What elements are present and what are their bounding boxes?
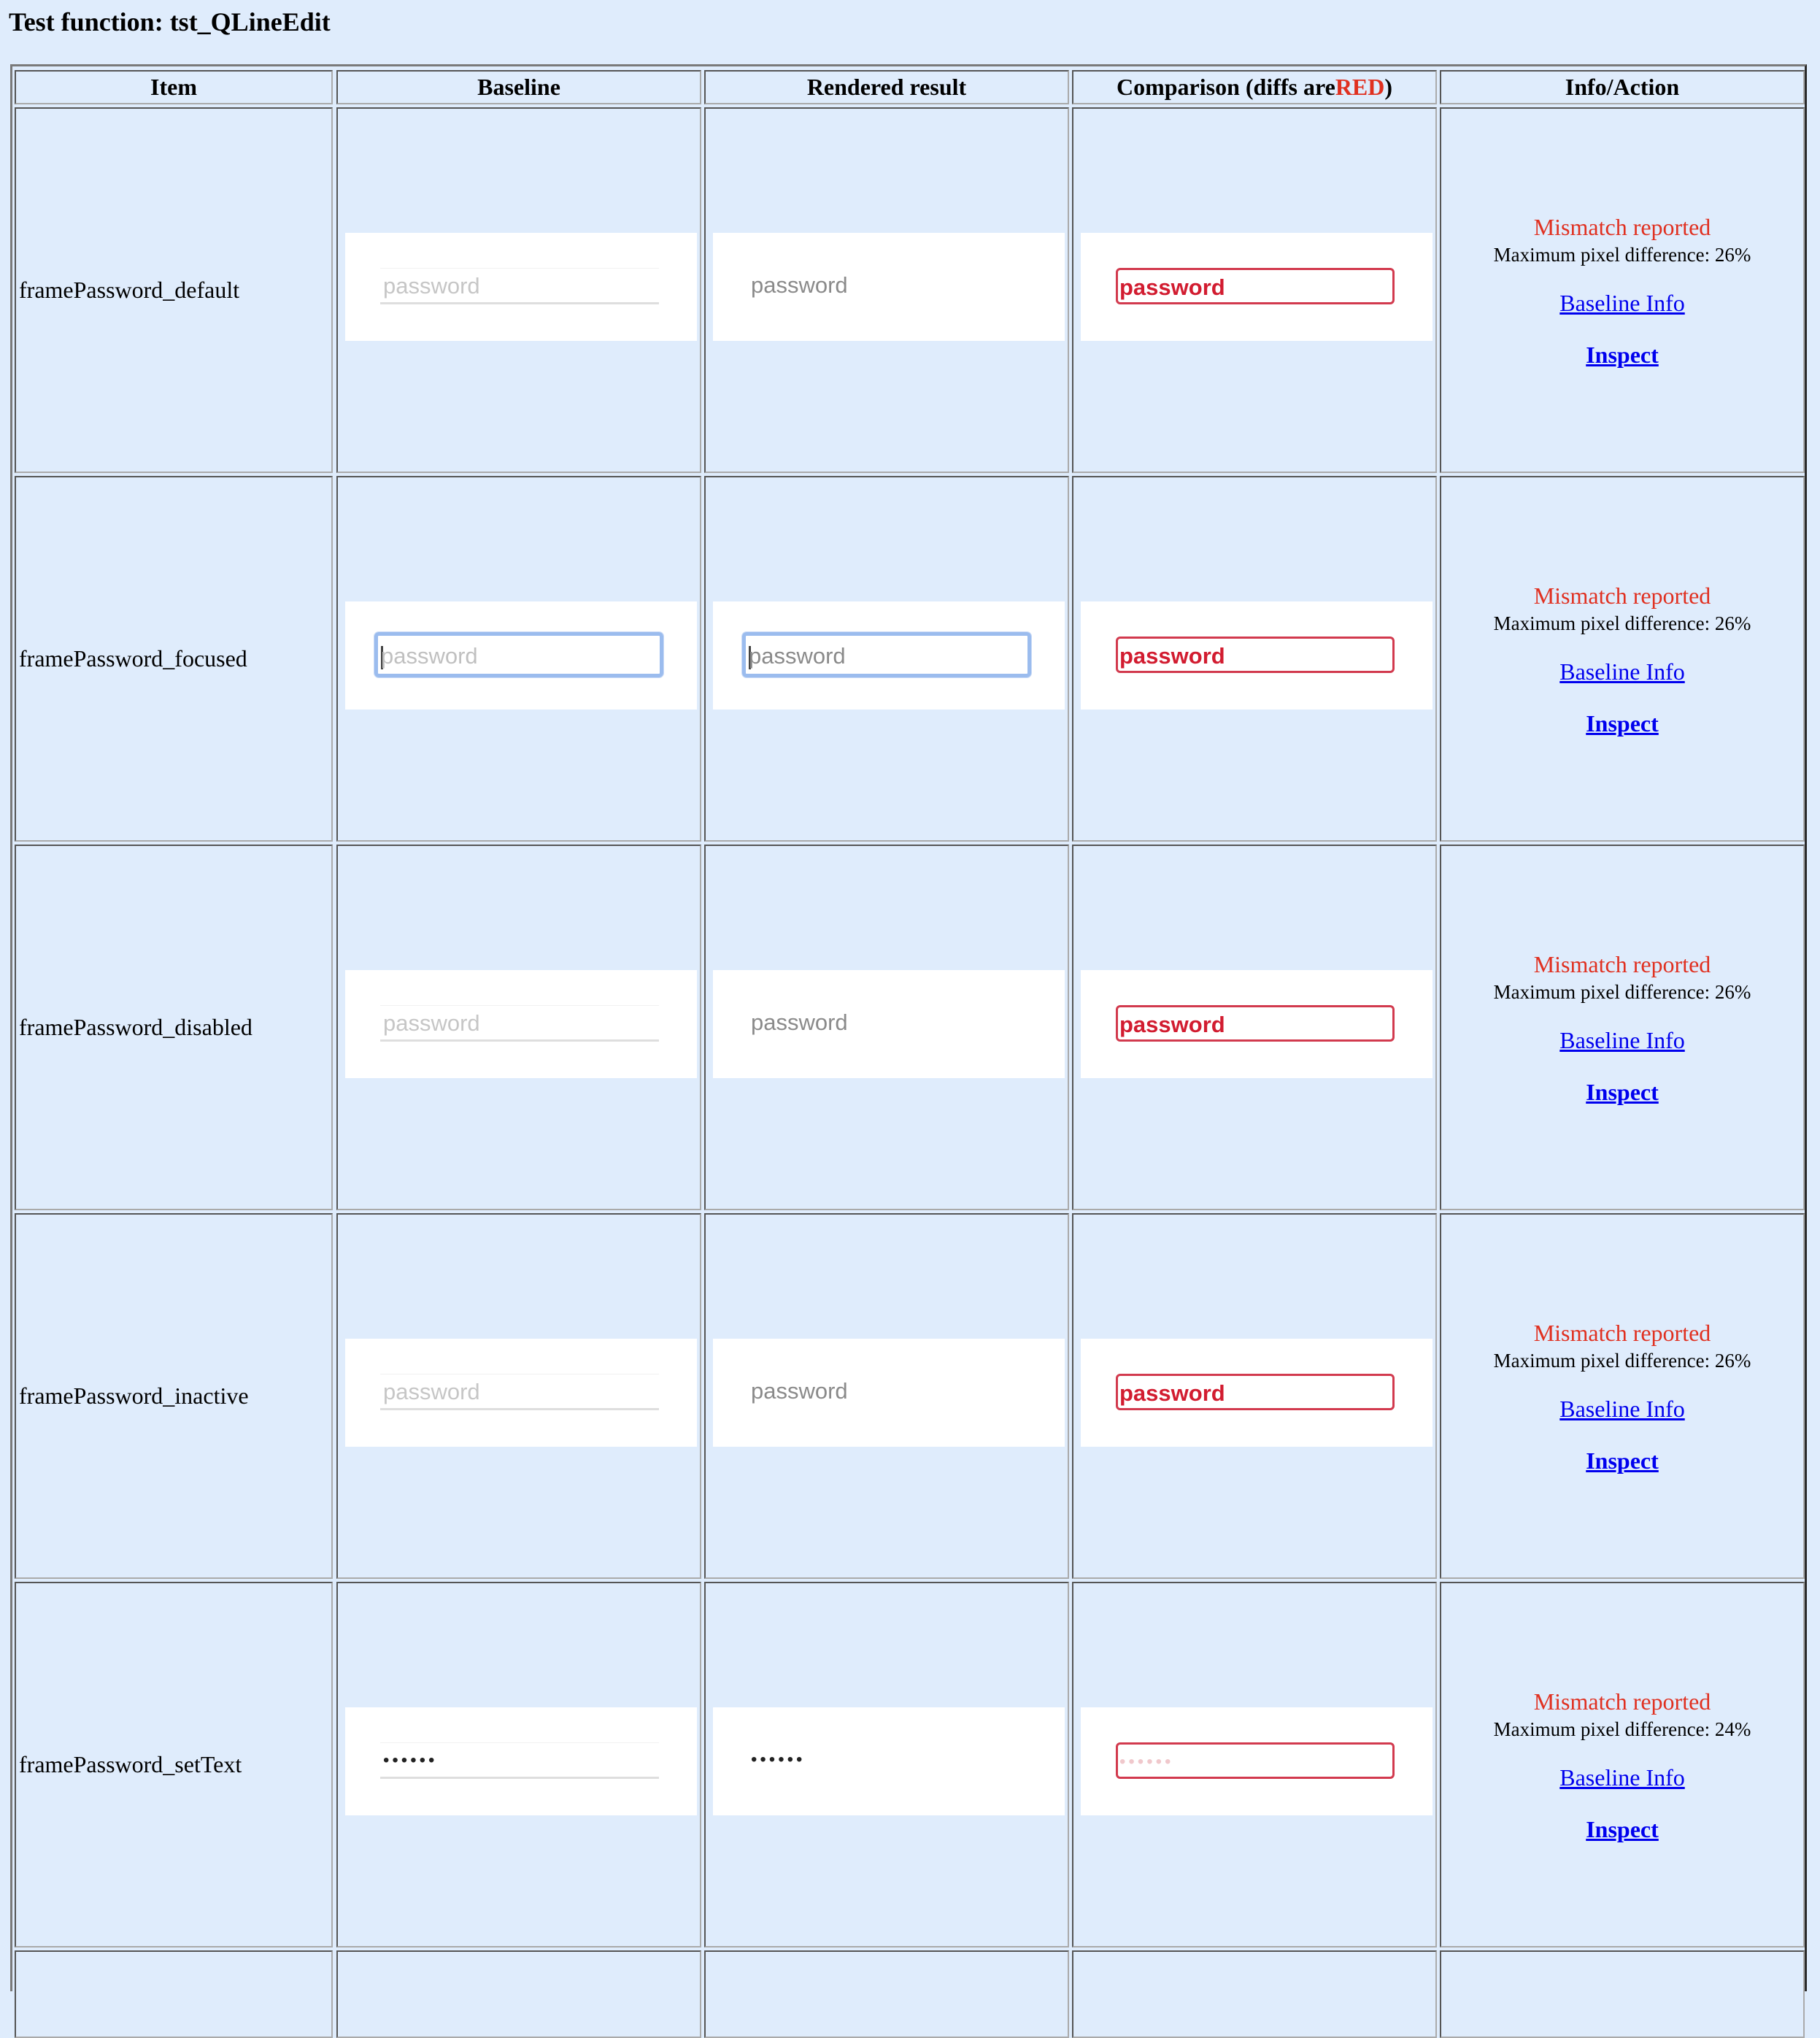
mismatch-status: Mismatch reported bbox=[1533, 582, 1711, 609]
baseline-info-link[interactable]: Baseline Info bbox=[1559, 1395, 1685, 1422]
password-field-diff: •••••• bbox=[1116, 1742, 1395, 1779]
comparison-image bbox=[1081, 1339, 1433, 1447]
rendered-image bbox=[713, 970, 1065, 1078]
comparison-cell bbox=[1072, 1213, 1437, 1579]
table-row-item-partial bbox=[15, 1950, 333, 2038]
mismatch-status: Mismatch reported bbox=[1533, 950, 1711, 977]
mismatch-status: Mismatch reported bbox=[1533, 213, 1711, 240]
results-table bbox=[10, 64, 1807, 1991]
max-pixel-difference: Maximum pixel difference: 24% bbox=[1493, 1718, 1751, 1740]
inspect-link[interactable]: Inspect bbox=[1586, 1447, 1659, 1474]
rendered-cell bbox=[704, 1582, 1069, 1947]
inspect-link[interactable]: Inspect bbox=[1586, 1815, 1659, 1842]
header-comparison: Comparison (diffs are RED ) bbox=[1072, 70, 1437, 104]
baseline-image bbox=[345, 1339, 697, 1447]
password-field-diff: password bbox=[1116, 268, 1395, 304]
baseline-image bbox=[345, 233, 697, 341]
password-field: password bbox=[380, 268, 659, 304]
comparison-cell bbox=[1072, 845, 1437, 1210]
comparison-cell bbox=[1072, 1582, 1437, 1947]
header-rendered-result: Rendered result bbox=[704, 70, 1069, 104]
header-baseline: Baseline bbox=[336, 70, 701, 104]
baseline-info-link[interactable]: Baseline Info bbox=[1559, 289, 1685, 316]
baseline-image bbox=[345, 1707, 697, 1815]
info-action-cell-partial bbox=[1440, 1950, 1805, 2038]
item-name: framePassword_focused bbox=[19, 645, 247, 672]
rendered-image bbox=[713, 601, 1065, 710]
baseline-info-link[interactable]: Baseline Info bbox=[1559, 1026, 1685, 1053]
password-field: password bbox=[380, 1374, 659, 1410]
rendered-cell bbox=[704, 1213, 1069, 1579]
comparison-image bbox=[1081, 601, 1433, 710]
password-field: password bbox=[751, 1010, 848, 1035]
header-comparison-red: RED bbox=[1335, 74, 1385, 100]
table-row-item bbox=[15, 476, 333, 842]
baseline-cell bbox=[336, 845, 701, 1210]
inspect-link[interactable]: Inspect bbox=[1586, 1078, 1659, 1105]
mismatch-status: Mismatch reported bbox=[1533, 1319, 1711, 1346]
baseline-info-link[interactable]: Baseline Info bbox=[1559, 658, 1685, 685]
password-field: password bbox=[751, 1378, 848, 1404]
max-pixel-difference: Maximum pixel difference: 26% bbox=[1493, 980, 1751, 1003]
comparison-image bbox=[1081, 1707, 1433, 1815]
password-field-focused: password bbox=[374, 632, 663, 677]
baseline-cell bbox=[336, 476, 701, 842]
rendered-image bbox=[713, 1339, 1065, 1447]
info-action-cell bbox=[1440, 1213, 1805, 1579]
comparison-cell bbox=[1072, 107, 1437, 473]
comparison-image bbox=[1081, 970, 1433, 1078]
info-action-cell bbox=[1440, 845, 1805, 1210]
inspect-link[interactable]: Inspect bbox=[1586, 710, 1659, 737]
rendered-cell bbox=[704, 476, 1069, 842]
rendered-cell-partial bbox=[704, 1950, 1069, 2038]
mismatch-status: Mismatch reported bbox=[1533, 1688, 1711, 1715]
page-title: Test function: tst_QLineEdit bbox=[9, 7, 331, 36]
password-field-masked: •••••• bbox=[380, 1742, 659, 1779]
header-item: Item bbox=[15, 70, 333, 104]
table-row-item bbox=[15, 1213, 333, 1579]
baseline-cell bbox=[336, 1582, 701, 1947]
max-pixel-difference: Maximum pixel difference: 26% bbox=[1493, 612, 1751, 634]
rendered-cell bbox=[704, 845, 1069, 1210]
item-name: framePassword_default bbox=[19, 277, 240, 303]
password-field-masked: •••••• bbox=[751, 1750, 806, 1769]
baseline-image bbox=[345, 601, 697, 710]
header-info-action: Info/Action bbox=[1440, 70, 1805, 104]
info-action-cell bbox=[1440, 107, 1805, 473]
rendered-cell bbox=[704, 107, 1069, 473]
info-action-cell bbox=[1440, 476, 1805, 842]
table-row-item bbox=[15, 1582, 333, 1947]
max-pixel-difference: Maximum pixel difference: 26% bbox=[1493, 1349, 1751, 1372]
item-name: framePassword_disabled bbox=[19, 1014, 252, 1040]
password-field-diff: password bbox=[1116, 1374, 1395, 1410]
comparison-cell-partial bbox=[1072, 1950, 1437, 2038]
item-name: framePassword_setText bbox=[19, 1751, 242, 1777]
item-name: framePassword_inactive bbox=[19, 1383, 249, 1409]
inspect-link[interactable]: Inspect bbox=[1586, 341, 1659, 368]
password-field-diff: password bbox=[1116, 637, 1395, 673]
comparison-image bbox=[1081, 233, 1433, 341]
table-row-item bbox=[15, 107, 333, 473]
table-row-item bbox=[15, 845, 333, 1210]
password-field: password bbox=[380, 1005, 659, 1042]
rendered-image bbox=[713, 233, 1065, 341]
baseline-cell bbox=[336, 107, 701, 473]
password-field-focused: password bbox=[742, 632, 1031, 677]
max-pixel-difference: Maximum pixel difference: 26% bbox=[1493, 243, 1751, 266]
baseline-cell bbox=[336, 1213, 701, 1579]
baseline-cell-partial bbox=[336, 1950, 701, 2038]
password-field: password bbox=[751, 272, 848, 298]
info-action-cell bbox=[1440, 1582, 1805, 1947]
comparison-cell bbox=[1072, 476, 1437, 842]
baseline-image bbox=[345, 970, 697, 1078]
baseline-info-link[interactable]: Baseline Info bbox=[1559, 1764, 1685, 1791]
password-field-diff: password bbox=[1116, 1005, 1395, 1042]
rendered-image bbox=[713, 1707, 1065, 1815]
